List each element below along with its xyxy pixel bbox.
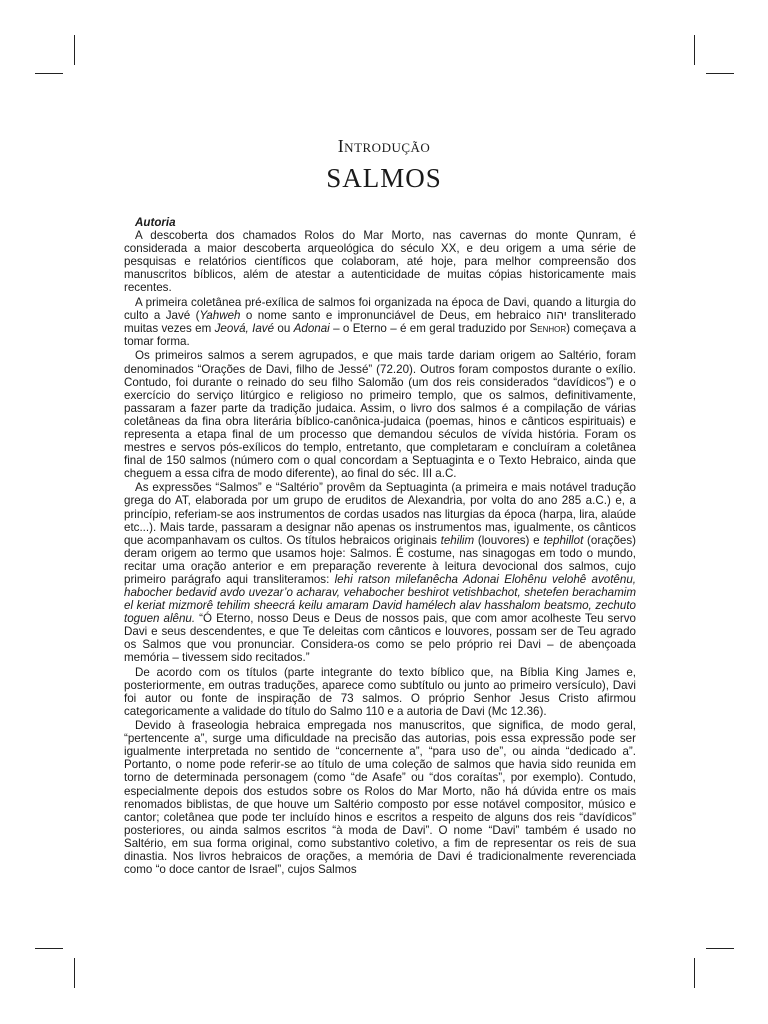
transliterated-prayer: lehi ratson milefanêcha Adonai Elohênu velohê avotênu, habocher bedavid avdo uvezar’o acharav, vehabocher beshirot vetishbachot, shetefen berachamim el keriat mizmorê tehilim sheecrá keilu amaram David hamélech alav hasshalom beatsmo, zechuto toguen alênu.	[124, 572, 636, 625]
hebrew-name: יהוה	[546, 308, 567, 322]
crop-mark	[694, 35, 695, 65]
crop-mark	[706, 948, 734, 949]
crop-mark	[35, 948, 63, 949]
body-text	[124, 216, 636, 876]
paragraph: A descoberta dos chamados Rolos do Mar Morto, nas cavernas do monte Qunram, é considerada a maior descoberta arqueológica do século XX, e deu origem a uma série de pesquisas e relatórios científicos que colaboram, até hoje, para melhor compreensão dos manuscritos bíblicos, além de atestar a autenticidade de muitas cópias historicamente mais recentes.	[124, 229, 636, 295]
paragraph: As expressões “Salmos” e “Saltério” provêm da Septuaginta (a primeira e mais notável tradução grega do AT, elaborada por um grupo de eruditos de Alexandria, por volta do ano 285 a.C.) e, a princípio, referiam-se aos instrumentos de cordas usados nas liturgias da época (harpa, lira, alaúde etc...). Mais tarde, passaram a designar não apenas os instrumentos mas, igualmente, os cânticos que acompanhavam os cultos. Os títulos hebraicos originais tehilim (louvores) e tephillot (orações) deram origem ao termo que usamos hoje: Salmos. É costume, nas sinagogas em todo o mundo, recitar uma oração anterior e em preparação reverente à leitura devocional dos salmos, cujo primeiro parágrafo aqui transliteramos: lehi ratson milefanêcha Adonai Elohênu velohê avotênu, habocher bedavid avdo uvezar’o acharav, vehabocher beshirot vetishbachot, shetefen berachamim el keriat mizmorê tehilim sheecrá keilu amaram David hamélech alav hasshalom beatsmo, zechuto toguen alênu. “Ó Eterno, nosso Deus e Deus de nossos pais, que com amor acolheste Teu servo Davi e seus descendentes, e que Te deleitas com cânticos e louvores, possam ser de Teu agrado os Salmos que vou pronunciar. Considera-os como se pelo próprio rei Davi – de abençoada memória – tivessem sido recitados.”	[124, 481, 636, 665]
paragraph: Devido à fraseologia hebraica empregada nos manuscritos, que significa, de modo geral, “pertencente a”, surge uma dificuldade na precisão das autorias, pois essa expressão pode ser igualmente interpretada no sentido de “concernente a”, “para uso de”, ou ainda “dedicado a”. Portanto, o nome pode referir-se ao título de uma coleção de salmos que havia sido reunida em torno de determinada personagem (como “de Asafe” ou “dos coraítas”, por exemplo). Contudo, especialmente depois dos estudos sobre os Rolos do Mar Morto, não há dúvida entre os mais renomados biblistas, de que houve um Saltério composto por esse notável compositor, músico e cantor; coletânea que pode ter incluído hinos e escritos a respeito de alguns dos reis “davídicos” posteriores, ou ainda salmos escritos “à moda de Davi”. O nome “Davi” também é usado no Saltério, em sua forma original, como substantivo coletivo, a fim de representar os reis de sua dinastia. Nos livros hebraicos de orações, a memória de Davi é tradicionalmente reverenciada como “o doce cantor de Israel”, cujos Salmos	[124, 719, 636, 876]
crop-mark	[74, 958, 75, 988]
section-heading: Autoria	[135, 216, 176, 229]
paragraph: De acordo com os títulos (parte integrante do texto bíblico que, na Bíblia King James e, posteriormente, em outras traduções, aparece como subtítulo ou junto ao primeiro versículo), Davi foi autor ou fonte de inspiração de 73 salmos. O próprio Senhor Jesus Cristo afirmou categoricamente a validade do título do Salmo 110 e a autoria de Davi (Mc 12.36).	[124, 665, 636, 718]
paragraph: A primeira coletânea pré-exílica de salmos foi organizada na época de Davi, quando a liturgia do culto a Javé (Yahweh o nome santo e impronunciável de Deus, em hebraico יהוה transliterado muitas vezes em Jeová, Iavé ou Adonai – o Eterno – é em geral traduzido por Senhor) começava a tomar forma.	[124, 295, 637, 348]
page-header	[0, 134, 768, 196]
section-label: Introdução	[337, 136, 431, 156]
crop-mark	[694, 958, 695, 988]
crop-mark	[35, 73, 63, 74]
book-title: SALMOS	[326, 163, 442, 193]
crop-mark	[74, 35, 75, 65]
crop-mark	[706, 73, 734, 74]
paragraph: Os primeiros salmos a serem agrupados, e que mais tarde dariam origem ao Saltério, foram denominados “Orações de Davi, filho de Jessé” (72.20). Outros foram compostos durante o exílio. Contudo, foi durante o reinado do seu filho Salomão (um dos reis considerados “davídicos”) e o exercício do serviço litúrgico e religioso no primeiro templo, que os salmos, definitivamente, passaram a fazer parte da tradição judaica. Assim, o livro dos salmos é a compilação de várias coletâneas da fina obra literária bíblico-canônica-judaica (poemas, hinos e cânticos espirituais) e representa a etapa final de um processo que demandou séculos de vívida história. Foram os mestres e servos pós-exílicos do templo, entretanto, que completaram e concluíram a coletânea final de 150 salmos (número com o qual concordam a Septuaginta e o Texto Hebraico, ainda que cheguem a essa cifra de modo diferente), ao final do séc. III a.C.	[124, 349, 636, 480]
